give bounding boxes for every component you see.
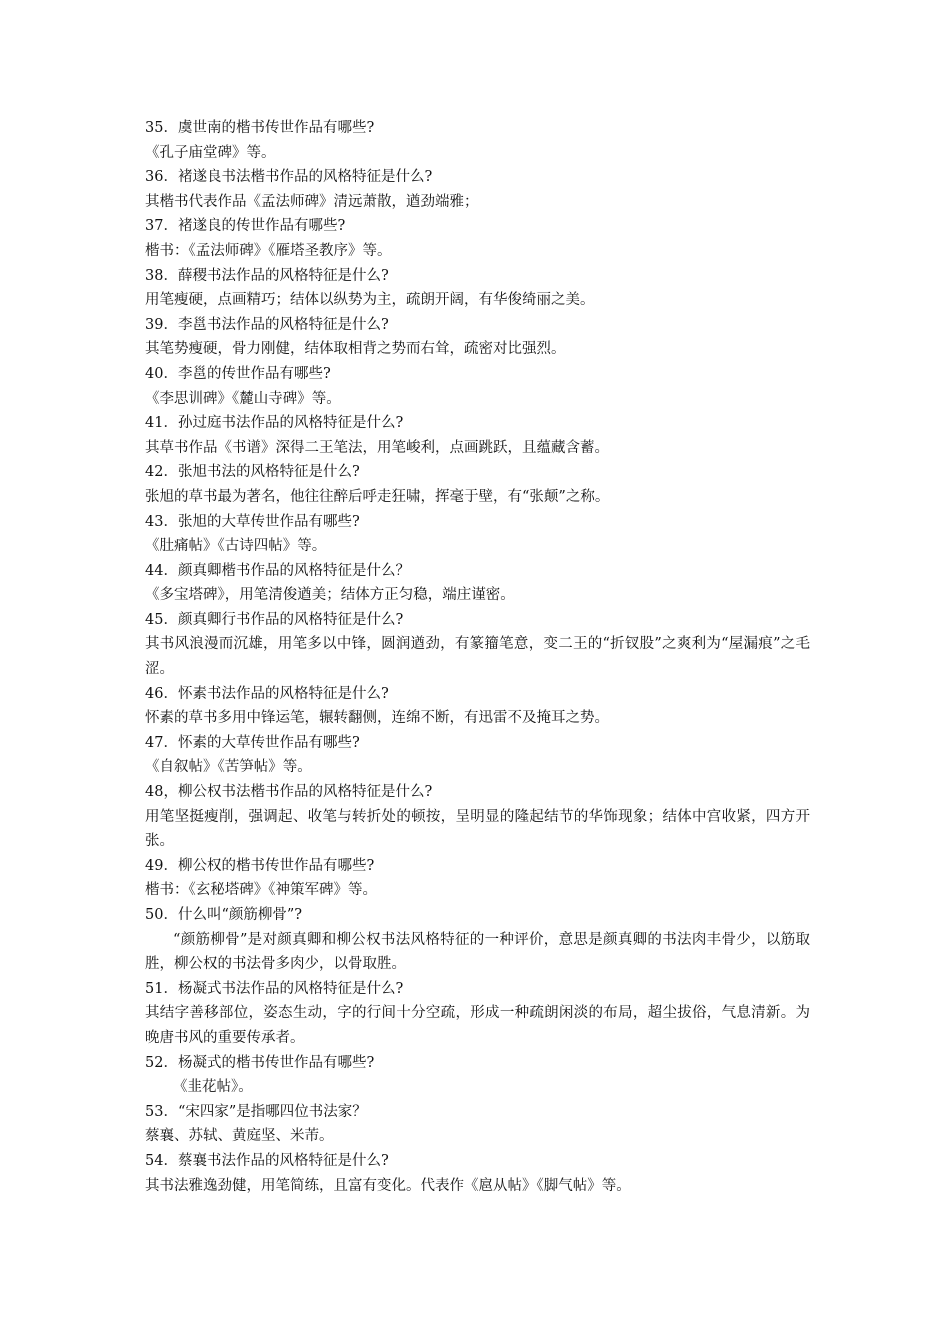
answer-41: 其草书作品《书谱》深得二王笔法，用笔峻利，点画跳跃，且蕴藏含蓄。 — [145, 439, 609, 456]
answer-40: 《李思训碑》《麓山寺碑》等。 — [145, 390, 341, 407]
answer-52: 《韭花帖》。 — [173, 1079, 253, 1096]
answer-53: 蔡襄、苏轼、黄庭坚、米芾。 — [145, 1128, 334, 1145]
answer-54: 其书法雅逸劲健，用笔简练，且富有变化。代表作《扈从帖》《脚气帖》等。 — [145, 1177, 631, 1194]
question-51: 51．杨凝式书法作品的风格特征是什么? — [145, 980, 404, 997]
question-49: 49．柳公权的楷书传世作品有哪些? — [145, 857, 375, 874]
answer-46: 怀素的草书多用中锋运笔，辗转翻侧，连绵不断，有迅雷不及掩耳之势。 — [145, 710, 609, 727]
question-54: 54．蔡襄书法作品的风格特征是什么? — [145, 1152, 389, 1169]
answer-45: 其书风浪漫而沉雄，用笔多以中锋，圆润遒劲，有篆籀笔意，变二王的“折钗股”之爽利为“屋漏痕”之毛涩。 — [145, 636, 810, 678]
question-36: 36．褚遂良书法楷书作品的风格特征是什么? — [145, 169, 433, 186]
answer-37: 楷书：《孟法师碑》《雁塔圣教序》等。 — [145, 242, 392, 259]
answer-36: 其楷书代表作品《孟法师碑》清远萧散，遒劲端雅； — [145, 193, 479, 210]
answer-35: 《孔子庙堂碑》等。 — [145, 144, 276, 161]
question-38: 38．薛稷书法作品的风格特征是什么? — [145, 267, 389, 284]
question-37: 37．褚遂良的传世作品有哪些? — [145, 218, 346, 235]
question-44: 44．颜真卿楷书作品的风格特征是什么？ — [145, 562, 410, 579]
question-50: 50．什么叫“颜筋柳骨”? — [145, 907, 303, 923]
answer-48: 用笔坚挺瘦削，强调起、收笔与转折处的顿按，呈明显的隆起结节的华饰现象；结体中宫收紧，四方开张。 — [145, 808, 810, 850]
question-45: 45．颜真卿行书作品的风格特征是什么? — [145, 611, 404, 628]
answer-43: 《肚痛帖》《古诗四帖》等。 — [145, 538, 327, 555]
answer-47: 《自叙帖》《苦笋帖》等。 — [145, 759, 312, 776]
question-40: 40．李邕的传世作品有哪些? — [145, 365, 331, 382]
question-42: 42．张旭书法的风格特征是什么? — [145, 464, 360, 481]
question-39: 39．李邕书法作品的风格特征是什么? — [145, 316, 389, 333]
answer-42: 张旭的草书最为著名，他往往醉后呼走狂啸，挥毫于壁，有“张颠”之称。 — [145, 488, 610, 505]
answer-39: 其笔势瘦硬，骨力刚健，结体取相背之势而右耸，疏密对比强烈。 — [145, 341, 566, 358]
question-43: 43．张旭的大草传世作品有哪些? — [145, 513, 360, 530]
question-41: 41．孙过庭书法作品的风格特征是什么? — [145, 415, 404, 432]
question-53: 53．“宋四家”是指哪四位书法家？ — [145, 1103, 367, 1120]
qa-content — [145, 116, 810, 1198]
answer-50: “颜筋柳骨”是对颜真卿和柳公权书法风格特征的一种评价，意思是颜真卿的书法肉丰骨少，以筋取胜，柳公权的书法骨多肉少，以骨取胜。 — [145, 931, 810, 973]
answer-38: 用笔瘦硬，点画精巧；结体以纵势为主，疏朗开阔，有华俊绮丽之美。 — [145, 292, 595, 309]
answer-51: 其结字善移部位，姿态生动，字的行间十分空疏，形成一种疏朗闲淡的布局，超尘拔俗，气息清新。为晚唐书风的重要传承者。 — [145, 1005, 810, 1046]
question-47: 47．怀素的大草传世作品有哪些? — [145, 734, 360, 751]
question-35: 35．虞世南的楷书传世作品有哪些? — [145, 120, 375, 136]
answer-44: 《多宝塔碑》，用笔清俊遒美；结体方正匀稳，端庄谨密。 — [145, 587, 515, 604]
answer-49: 楷书：《玄秘塔碑》《神策军碑》等。 — [145, 882, 377, 899]
question-52: 52．杨凝式的楷书传世作品有哪些? — [145, 1054, 375, 1071]
question-48: 48，柳公权书法楷书作品的风格特征是什么? — [145, 784, 433, 801]
question-46: 46．怀素书法作品的风格特征是什么? — [145, 685, 389, 702]
